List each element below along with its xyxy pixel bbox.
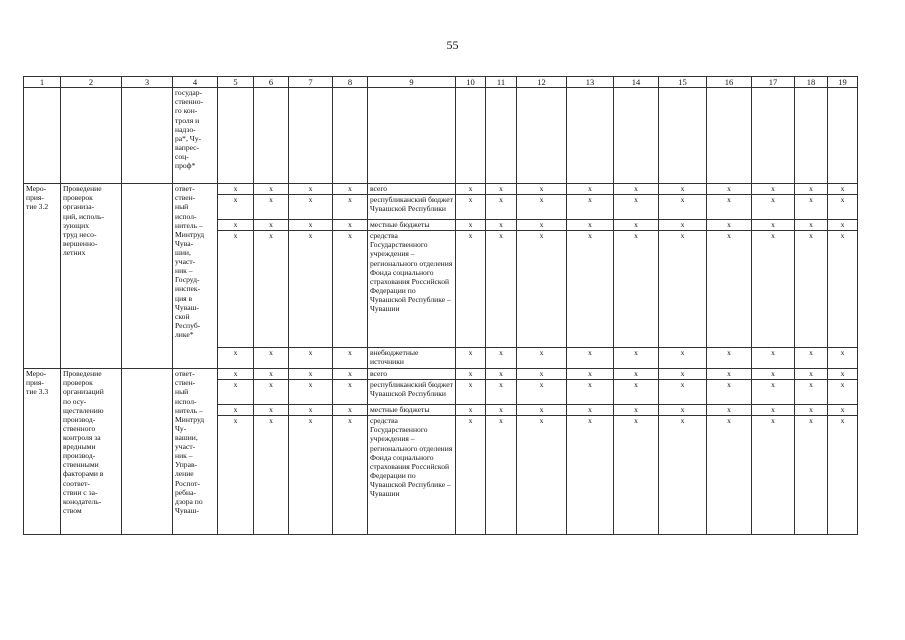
x-mark: x (795, 416, 828, 535)
x-mark: x (456, 220, 486, 231)
empty-cell (24, 88, 61, 184)
column-header: 6 (254, 77, 289, 88)
x-mark: x (456, 369, 486, 380)
x-mark: x (752, 416, 795, 535)
funding-source: всего (368, 184, 456, 195)
x-mark: x (752, 405, 795, 416)
x-mark: x (614, 231, 659, 348)
x-mark: x (517, 184, 567, 195)
x-mark: x (828, 195, 858, 220)
empty-cell (122, 369, 173, 535)
x-mark: x (795, 184, 828, 195)
x-mark: x (567, 416, 614, 535)
empty-cell (486, 88, 517, 184)
x-mark: x (486, 231, 517, 348)
x-mark: x (659, 380, 707, 405)
x-mark: x (828, 184, 858, 195)
x-mark: x (456, 380, 486, 405)
table-row (24, 184, 858, 195)
x-mark: x (254, 369, 289, 380)
x-mark: x (828, 369, 858, 380)
x-mark: x (456, 231, 486, 348)
x-mark: x (567, 380, 614, 405)
x-mark: x (707, 380, 752, 405)
x-mark: x (289, 195, 333, 220)
x-mark: x (333, 380, 368, 405)
x-mark: x (659, 416, 707, 535)
x-mark: x (795, 405, 828, 416)
x-mark: x (752, 369, 795, 380)
x-mark: x (218, 195, 254, 220)
column-header: 18 (795, 77, 828, 88)
x-mark: x (289, 231, 333, 348)
x-mark: x (707, 405, 752, 416)
column-header: 2 (61, 77, 122, 88)
x-mark: x (752, 231, 795, 348)
x-mark: x (614, 380, 659, 405)
x-mark: x (486, 195, 517, 220)
x-mark: x (289, 184, 333, 195)
x-mark: x (254, 184, 289, 195)
x-mark: x (567, 405, 614, 416)
x-mark: x (795, 380, 828, 405)
x-mark: x (517, 348, 567, 369)
funding-source: республиканский бюджет Чувашской Республики (368, 195, 456, 220)
x-mark: x (795, 369, 828, 380)
empty-cell (795, 88, 828, 184)
column-header: 3 (122, 77, 173, 88)
x-mark: x (333, 416, 368, 535)
empty-cell (614, 88, 659, 184)
x-mark: x (254, 405, 289, 416)
empty-cell (254, 88, 289, 184)
x-mark: x (333, 348, 368, 369)
column-header: 13 (567, 77, 614, 88)
x-mark: x (614, 220, 659, 231)
x-mark: x (289, 405, 333, 416)
empty-cell (707, 88, 752, 184)
x-mark: x (517, 380, 567, 405)
x-mark: x (254, 231, 289, 348)
empty-cell (828, 88, 858, 184)
empty-cell (659, 88, 707, 184)
x-mark: x (456, 195, 486, 220)
x-mark: x (752, 348, 795, 369)
x-mark: x (795, 195, 828, 220)
measure-name: Проведение проверок организа- ций, исполь- зующих труд несо- вершенно- летних (61, 184, 122, 369)
empty-cell (333, 88, 368, 184)
x-mark: x (456, 416, 486, 535)
x-mark: x (517, 220, 567, 231)
x-mark: x (254, 195, 289, 220)
x-mark: x (486, 416, 517, 535)
x-mark: x (828, 231, 858, 348)
x-mark: x (254, 220, 289, 231)
x-mark: x (254, 348, 289, 369)
x-mark: x (517, 369, 567, 380)
empty-cell (517, 88, 567, 184)
x-mark: x (752, 220, 795, 231)
x-mark: x (218, 405, 254, 416)
funding-source: республиканский бюджет Чувашской Республики (368, 380, 456, 405)
column-header: 10 (456, 77, 486, 88)
x-mark: x (289, 348, 333, 369)
x-mark: x (486, 348, 517, 369)
x-mark: x (707, 231, 752, 348)
x-mark: x (218, 416, 254, 535)
x-mark: x (707, 220, 752, 231)
x-mark: x (659, 369, 707, 380)
x-mark: x (828, 380, 858, 405)
empty-cell (218, 88, 254, 184)
x-mark: x (659, 348, 707, 369)
empty-cell (368, 88, 456, 184)
column-header: 14 (614, 77, 659, 88)
x-mark: x (218, 184, 254, 195)
x-mark: x (828, 405, 858, 416)
x-mark: x (567, 184, 614, 195)
x-mark: x (333, 220, 368, 231)
empty-cell (122, 88, 173, 184)
x-mark: x (707, 195, 752, 220)
x-mark: x (517, 195, 567, 220)
x-mark: x (707, 369, 752, 380)
measure-label: Меро- прия- тие 3.3 (24, 369, 61, 535)
column-header: 16 (707, 77, 752, 88)
x-mark: x (614, 416, 659, 535)
column-header: 9 (368, 77, 456, 88)
x-mark: x (614, 369, 659, 380)
column-header: 8 (333, 77, 368, 88)
x-mark: x (707, 184, 752, 195)
x-mark: x (254, 380, 289, 405)
x-mark: x (752, 195, 795, 220)
x-mark: x (567, 369, 614, 380)
empty-cell (456, 88, 486, 184)
funding-source: местные бюджеты (368, 405, 456, 416)
executor-cell: государ- ственно- го кон- троля и надзо- ра*, Чу- вапрес- соц- проф* (173, 88, 218, 184)
x-mark: x (486, 405, 517, 416)
budget-table (23, 76, 858, 535)
empty-cell (61, 88, 122, 184)
x-mark: x (659, 231, 707, 348)
x-mark: x (795, 348, 828, 369)
funding-source: внебюджетные источники (368, 348, 456, 369)
x-mark: x (456, 348, 486, 369)
x-mark: x (567, 348, 614, 369)
x-mark: x (218, 231, 254, 348)
x-mark: x (614, 184, 659, 195)
x-mark: x (486, 184, 517, 195)
column-header: 15 (659, 77, 707, 88)
funding-source: всего (368, 369, 456, 380)
x-mark: x (486, 220, 517, 231)
x-mark: x (707, 416, 752, 535)
x-mark: x (218, 348, 254, 369)
x-mark: x (795, 220, 828, 231)
x-mark: x (218, 220, 254, 231)
x-mark: x (517, 231, 567, 348)
x-mark: x (333, 231, 368, 348)
x-mark: x (795, 231, 828, 348)
x-mark: x (289, 369, 333, 380)
measure-label: Меро- прия- тие 3.2 (24, 184, 61, 369)
x-mark: x (707, 348, 752, 369)
x-mark: x (828, 416, 858, 535)
x-mark: x (486, 369, 517, 380)
x-mark: x (333, 369, 368, 380)
empty-cell (752, 88, 795, 184)
x-mark: x (659, 220, 707, 231)
empty-cell (122, 184, 173, 369)
x-mark: x (752, 380, 795, 405)
page-number: 55 (446, 38, 459, 52)
column-header: 1 (24, 77, 61, 88)
x-mark: x (254, 416, 289, 535)
empty-cell (567, 88, 614, 184)
x-mark: x (567, 231, 614, 348)
x-mark: x (456, 405, 486, 416)
column-header: 19 (828, 77, 858, 88)
table-row (24, 369, 858, 380)
x-mark: x (333, 405, 368, 416)
x-mark: x (289, 416, 333, 535)
column-header: 17 (752, 77, 795, 88)
column-header: 11 (486, 77, 517, 88)
x-mark: x (567, 220, 614, 231)
x-mark: x (614, 348, 659, 369)
column-header: 4 (173, 77, 218, 88)
x-mark: x (828, 220, 858, 231)
x-mark: x (333, 184, 368, 195)
x-mark: x (218, 380, 254, 405)
funding-source: средства Государственного учреждения – регионального отделения Фонда социального страхования Российской Федерации по Чувашской Республике – Чувашии (368, 231, 456, 348)
x-mark: x (333, 195, 368, 220)
x-mark: x (614, 195, 659, 220)
funding-source: средства Государственного учреждения – регионального отделения Фонда социального страхования Российской Федерации по Чувашской Республике – Чувашии (368, 416, 456, 535)
x-mark: x (752, 184, 795, 195)
x-mark: x (659, 405, 707, 416)
x-mark: x (517, 416, 567, 535)
x-mark: x (517, 405, 567, 416)
executor-cell: ответ- ствен- ный испол- нитель – Минтруд Чу- вашии, участ- ник – Управ- ление Роспот- ребна- дзора по Чуваш- (173, 369, 218, 535)
x-mark: x (486, 380, 517, 405)
executor-cell: ответ- ствен- ный испол- нитель – Минтруд Чува- шии, участ- ник – Госруд- инспек- ция в Чуваш- ской Респуб- лике* (173, 184, 218, 369)
x-mark: x (659, 184, 707, 195)
x-mark: x (567, 195, 614, 220)
column-header: 7 (289, 77, 333, 88)
x-mark: x (218, 369, 254, 380)
funding-source: местные бюджеты (368, 220, 456, 231)
x-mark: x (289, 220, 333, 231)
empty-cell (289, 88, 333, 184)
x-mark: x (659, 195, 707, 220)
x-mark: x (456, 184, 486, 195)
x-mark: x (289, 380, 333, 405)
column-header: 5 (218, 77, 254, 88)
x-mark: x (828, 348, 858, 369)
x-mark: x (614, 405, 659, 416)
column-header: 12 (517, 77, 567, 88)
measure-name: Проведение проверок организаций по осу- ществлению производ- ственного контроля за вредными производ- ственными факторами в соответ- ствии с за- конодатель- ством (61, 369, 122, 535)
